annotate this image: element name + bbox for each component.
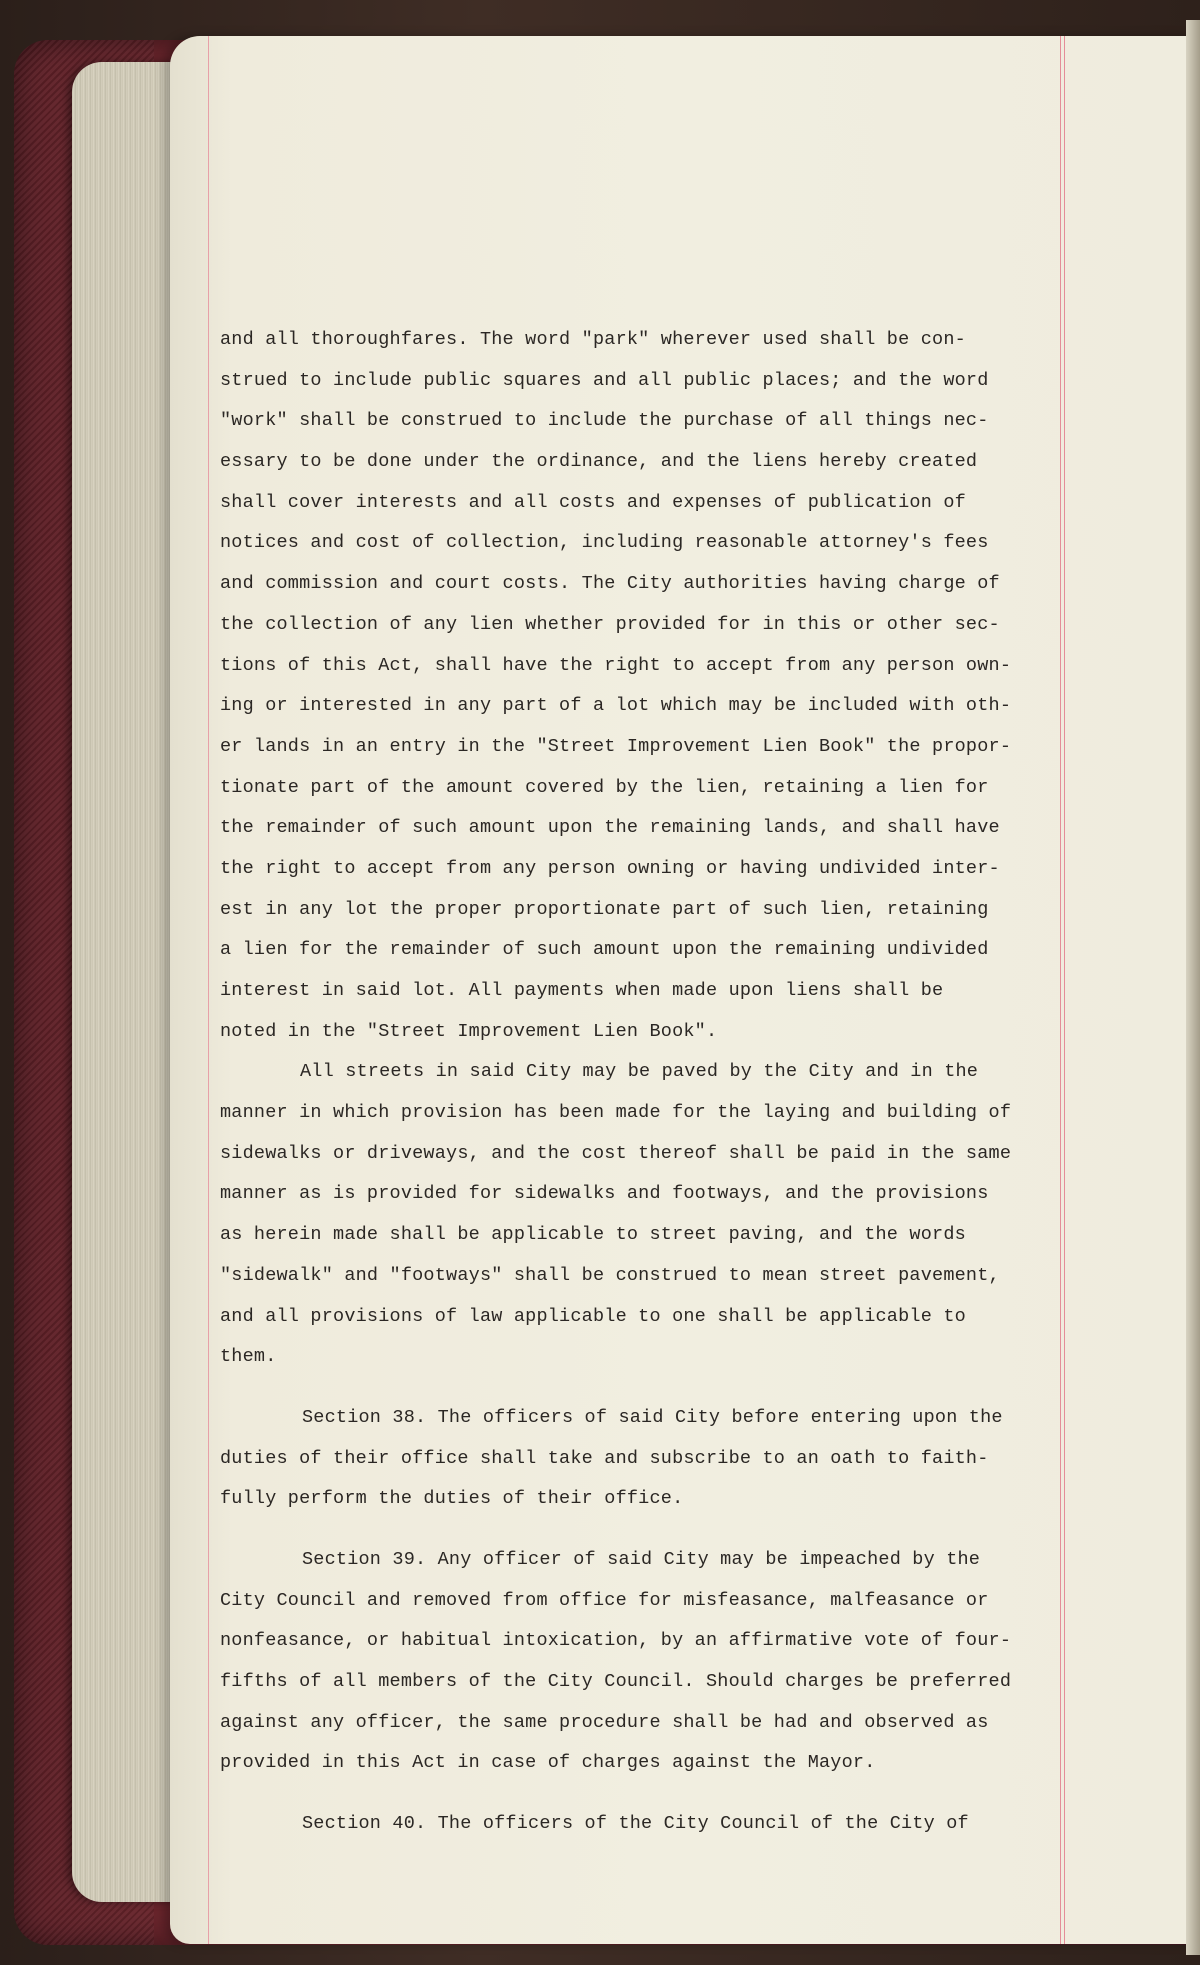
facing-page-edge [1186, 20, 1200, 1955]
paragraph-gap [220, 1784, 1060, 1804]
text-line: noted in the "Street Improvement Lien Book". [220, 1020, 718, 1042]
paragraph-gap [220, 1520, 1060, 1540]
text-line: duties of their office shall take and subscribe to an oath to faith- [220, 1447, 989, 1469]
text-line: "sidewalk" and "footways" shall be construed to mean street pavement, [220, 1264, 1000, 1286]
text-line: Section 40. The officers of the City Council of the City of [302, 1813, 969, 1835]
text-line: them. [220, 1346, 277, 1368]
text-line: provided in this Act in case of charges against the Mayor. [220, 1752, 876, 1774]
text-line: and all thoroughfares. The word "park" wherever used shall be con- [220, 329, 966, 350]
right-margin-rule [1060, 36, 1065, 1944]
text-line: and all provisions of law applicable to one shall be applicable to [220, 1305, 966, 1327]
text-line: interest in said lot. All payments when made upon liens shall be [220, 980, 944, 1001]
text-line: nonfeasance, or habitual intoxication, by an affirmative vote of four- [220, 1630, 1012, 1652]
text-line: tionate part of the amount covered by the lien, retaining a lien for [220, 776, 989, 798]
text-line: notices and cost of collection, including reasonable attorney's fees [220, 532, 989, 554]
text-line: the collection of any lien whether provided for in this or other sec- [220, 613, 1000, 635]
text-line: City Council and removed from office for misfeasance, malfeasance or [220, 1589, 989, 1611]
left-margin-rule [208, 36, 209, 1944]
text-line: the right to accept from any person owning or having undivided inter- [220, 857, 1000, 879]
text-line: as herein made shall be applicable to street paving, and the words [220, 1224, 966, 1246]
paragraph-section-40 [220, 1804, 1060, 1845]
text-line: fifths of all members of the City Council. Should charges be preferred [220, 1671, 1012, 1692]
text-line: manner as is provided for sidewalks and footways, and the provisions [220, 1183, 989, 1205]
typed-text-body [220, 320, 1060, 1845]
paragraph-gap [220, 1378, 1060, 1398]
text-line: Section 39. Any officer of said City may be impeached by the [302, 1548, 981, 1570]
text-line: manner in which provision has been made for the laying and building of [220, 1102, 1012, 1124]
text-line: er lands in an entry in the "Street Improvement Lien Book" the propor- [220, 735, 1012, 757]
text-line: fully perform the duties of their office. [220, 1488, 684, 1510]
text-line: sidewalks or driveways, and the cost thereof shall be paid in the same [220, 1142, 1012, 1164]
text-line: a lien for the remainder of such amount upon the remaining undivided [220, 939, 989, 961]
text-line: tions of this Act, shall have the right to accept from any person own- [220, 654, 1012, 676]
paragraph-street-paving [220, 1052, 1060, 1378]
text-line: All streets in said City may be paved by the City and in the [300, 1061, 979, 1083]
text-line: est in any lot the proper proportionate part of such lien, retaining [220, 898, 989, 920]
text-line: strued to include public squares and all public places; and the word [220, 369, 989, 391]
text-line: the remainder of such amount upon the remaining lands, and shall have [220, 817, 1000, 839]
text-line: and commission and court costs. The City authorities having charge of [220, 573, 1000, 595]
paragraph-section-38 [220, 1398, 1060, 1520]
text-line: Section 38. The officers of said City before entering upon the [302, 1406, 1003, 1428]
text-line: shall cover interests and all costs and expenses of publication of [220, 491, 966, 513]
text-line: against any officer, the same procedure shall be had and observed as [220, 1711, 989, 1733]
paragraph-lien-provisions [220, 320, 1060, 1052]
text-line: "work" shall be construed to include the purchase of all things nec- [220, 410, 989, 432]
paragraph-section-39 [220, 1540, 1060, 1784]
text-line: ing or interested in any part of a lot which may be included with oth- [220, 695, 1012, 717]
text-line: essary to be done under the ordinance, and the liens hereby created [220, 451, 978, 473]
